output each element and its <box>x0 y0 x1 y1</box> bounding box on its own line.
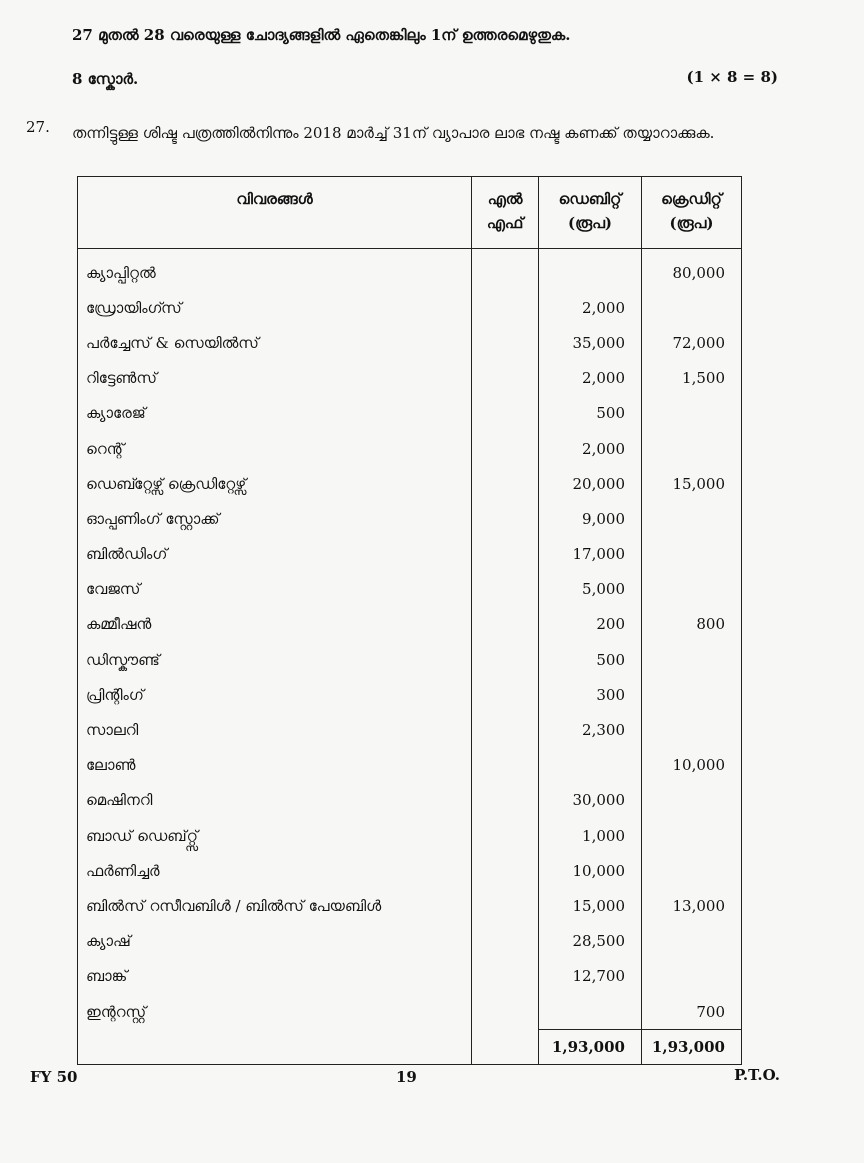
row-particular: റെന്റ് <box>78 431 472 466</box>
table-row <box>78 959 742 994</box>
row-credit <box>642 537 742 572</box>
row-lf <box>472 853 539 888</box>
row-credit <box>642 642 742 677</box>
row-debit: 1,000 <box>539 818 642 853</box>
row-credit <box>642 677 742 712</box>
row-particular: പർച്ചേസ് & സെയിൽസ് <box>78 325 472 360</box>
header-debit: ഡെബിറ്റ് (രൂപ) <box>539 177 642 249</box>
row-debit <box>539 994 642 1030</box>
row-lf <box>472 431 539 466</box>
table-row <box>78 607 742 642</box>
row-lf <box>472 290 539 325</box>
row-particular: ഓപ്പണിംഗ് സ്റ്റോക്ക് <box>78 501 472 536</box>
row-particular: ക്യാരേജ് <box>78 396 472 431</box>
table-row <box>78 290 742 325</box>
row-debit: 5,000 <box>539 572 642 607</box>
row-credit <box>642 431 742 466</box>
row-credit: 80,000 <box>642 249 742 291</box>
row-particular: ബിൽഡിംഗ് <box>78 537 472 572</box>
table-row <box>78 994 742 1030</box>
table-row <box>78 537 742 572</box>
row-credit: 15,000 <box>642 466 742 501</box>
row-credit: 700 <box>642 994 742 1030</box>
table-row <box>78 325 742 360</box>
table-row <box>78 466 742 501</box>
row-lf <box>472 994 539 1030</box>
row-lf <box>472 783 539 818</box>
table-row <box>78 642 742 677</box>
header-credit: ക്രെഡിറ്റ് (രൂപ) <box>642 177 742 249</box>
row-credit <box>642 959 742 994</box>
table-row <box>78 783 742 818</box>
row-lf <box>472 537 539 572</box>
row-credit <box>642 501 742 536</box>
row-particular: ഡിസ്കൗണ്ട് <box>78 642 472 677</box>
row-credit: 13,000 <box>642 888 742 923</box>
row-particular: ബിൽസ് റസീവബിൾ / ബിൽസ് പേയബിൾ <box>78 888 472 923</box>
score-label: 8 സ്കോർ. <box>72 70 139 88</box>
row-debit: 500 <box>539 642 642 677</box>
row-lf <box>472 924 539 959</box>
row-lf <box>472 361 539 396</box>
question-number: 27. <box>26 118 50 136</box>
row-debit <box>539 249 642 291</box>
page-number: 19 <box>396 1068 417 1086</box>
row-particular: ഇന്ററസ്റ്റ് <box>78 994 472 1030</box>
row-debit: 30,000 <box>539 783 642 818</box>
header-particulars: വിവരങ്ങൾ <box>78 177 472 249</box>
row-lf <box>472 572 539 607</box>
table-row <box>78 431 742 466</box>
row-debit: 35,000 <box>539 325 642 360</box>
row-debit: 2,000 <box>539 361 642 396</box>
row-credit <box>642 712 742 747</box>
row-debit: 9,000 <box>539 501 642 536</box>
row-credit <box>642 924 742 959</box>
row-lf <box>472 607 539 642</box>
row-particular: ഡ്രോയിംഗ്സ് <box>78 290 472 325</box>
row-particular: ബാങ്ക് <box>78 959 472 994</box>
table-row <box>78 818 742 853</box>
row-lf <box>472 677 539 712</box>
row-lf <box>472 888 539 923</box>
row-particular: സാലറി <box>78 712 472 747</box>
table-row <box>78 249 742 291</box>
row-lf <box>472 396 539 431</box>
row-particular: ഡെബ്റ്റേഴ്സ് ക്രെഡിറ്റേഴ്സ് <box>78 466 472 501</box>
row-particular: റിട്ടേൺസ് <box>78 361 472 396</box>
table-row <box>78 396 742 431</box>
row-credit: 72,000 <box>642 325 742 360</box>
row-debit: 15,000 <box>539 888 642 923</box>
row-particular: ലോൺ <box>78 748 472 783</box>
row-lf <box>472 249 539 291</box>
row-credit: 800 <box>642 607 742 642</box>
row-credit <box>642 290 742 325</box>
row-credit <box>642 396 742 431</box>
row-particular: മെഷിനറി <box>78 783 472 818</box>
table-row <box>78 888 742 923</box>
row-particular: ബാഡ് ഡെബ്റ്റ്സ് <box>78 818 472 853</box>
row-debit: 28,500 <box>539 924 642 959</box>
row-debit: 2,300 <box>539 712 642 747</box>
table-row <box>78 853 742 888</box>
row-lf <box>472 818 539 853</box>
row-lf <box>472 959 539 994</box>
row-debit: 500 <box>539 396 642 431</box>
trial-balance-table <box>77 176 742 1065</box>
row-lf <box>472 748 539 783</box>
row-lf <box>472 501 539 536</box>
row-particular: ക്യാഷ് <box>78 924 472 959</box>
row-debit: 12,700 <box>539 959 642 994</box>
row-debit: 200 <box>539 607 642 642</box>
table-row <box>78 748 742 783</box>
row-debit: 2,000 <box>539 290 642 325</box>
table-row <box>78 677 742 712</box>
table-header-row <box>78 177 742 249</box>
table-row <box>78 712 742 747</box>
table-row <box>78 924 742 959</box>
row-credit: 10,000 <box>642 748 742 783</box>
total-lf <box>472 1030 539 1065</box>
question-text: തന്നിട്ടുള്ള ശിഷ്ട പത്രത്തിൽനിന്നും 2018 മാർച്ച് 31ന് വ്യാപാര ലാഭ നഷ്ട കണക്ക് തയ്യാറാക്കുക. <box>72 124 715 142</box>
row-lf <box>472 642 539 677</box>
row-lf <box>472 712 539 747</box>
row-debit: 10,000 <box>539 853 642 888</box>
marks-label: (1 × 8 = 8) <box>686 68 778 86</box>
row-debit: 20,000 <box>539 466 642 501</box>
row-particular: ക്യാപ്പിറ്റൽ <box>78 249 472 291</box>
paper-code: FY 50 <box>30 1068 78 1086</box>
total-row <box>78 1030 742 1065</box>
row-lf <box>472 325 539 360</box>
total-particular <box>78 1030 472 1065</box>
total-credit: 1,93,000 <box>642 1030 742 1065</box>
pto-label: P.T.O. <box>734 1066 780 1084</box>
row-debit: 300 <box>539 677 642 712</box>
row-credit: 1,500 <box>642 361 742 396</box>
table-row <box>78 501 742 536</box>
row-credit <box>642 853 742 888</box>
row-credit <box>642 783 742 818</box>
row-lf <box>472 466 539 501</box>
row-debit: 17,000 <box>539 537 642 572</box>
row-particular: വേജസ് <box>78 572 472 607</box>
row-credit <box>642 818 742 853</box>
row-debit <box>539 748 642 783</box>
row-particular: ഫർണിച്ചർ <box>78 853 472 888</box>
row-particular: പ്രിന്റിംഗ് <box>78 677 472 712</box>
total-debit: 1,93,000 <box>539 1030 642 1065</box>
table-row <box>78 572 742 607</box>
header-lf: എൽ എഫ് <box>472 177 539 249</box>
table-row <box>78 361 742 396</box>
instruction-text: 27 മുതൽ 28 വരെയുള്ള ചോദ്യങ്ങളിൽ ഏതെങ്കിലും 1ന് ഉത്തരമെഴുതുക. <box>72 26 571 44</box>
row-credit <box>642 572 742 607</box>
row-particular: കമ്മീഷൻ <box>78 607 472 642</box>
row-debit: 2,000 <box>539 431 642 466</box>
